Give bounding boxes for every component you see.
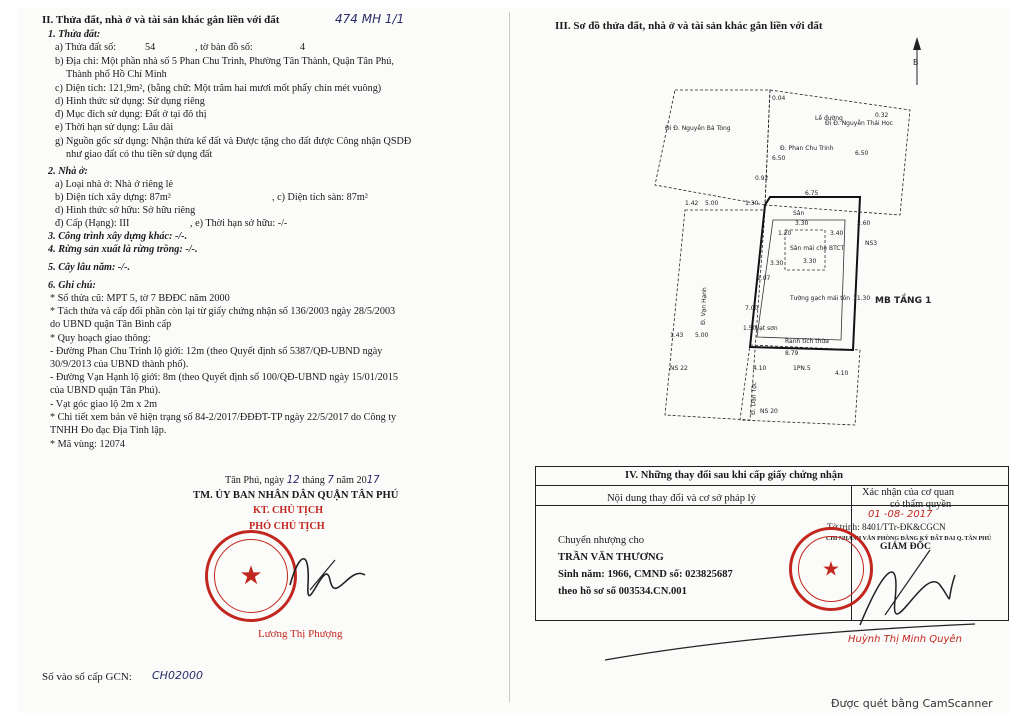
dim-label: 1.30	[745, 200, 759, 207]
s3-line: 3. Công trình xây dựng khác: -/-.	[48, 231, 188, 242]
s1-title: 1. Thửa đất:	[48, 29, 101, 40]
dim-label: 1.50	[743, 325, 757, 332]
north-label: B	[913, 58, 919, 67]
sign-org: TM. ỦY BAN NHÂN DÂN QUẬN TÂN PHÚ	[193, 490, 399, 501]
area-line: c) Diện tích: 121,9m², (bằng chữ: Một trăm hai mươi mốt phẩy chín mét vuông)	[55, 83, 382, 94]
sign-place-date: Tân Phú, ngày 12 tháng 7 năm 2017	[225, 475, 380, 486]
table-col2-header-2: có thẩm quyền	[890, 499, 952, 510]
road-phan-chu-trinh: Đ. Phan Chu Trinh	[780, 145, 834, 152]
ownership-line: d) Hình thức sở hữu: Sở hữu riêng	[55, 205, 196, 216]
change-content-4: theo hồ sơ số 003534.CN.001	[558, 586, 687, 597]
dim-label: 11.30	[853, 295, 871, 302]
dim-label: 0.04	[772, 95, 786, 102]
dim-label: 4.10	[753, 365, 767, 372]
dim-label: 2.60	[857, 220, 871, 227]
sign-role: PHÓ CHỦ TỊCH	[249, 521, 325, 532]
origin-line2: như giao đất có thu tiền sử dụng đất	[66, 149, 213, 160]
dim-label: 2.07	[757, 275, 771, 282]
note-line: do UBND quận Tân Bình cấp	[50, 319, 172, 330]
address-line1: b) Địa chỉ: Một phần nhà số 5 Phan Chu Trinh, Phường Tân Thành, Quận Tân Phú,	[55, 56, 394, 67]
page-fold	[509, 12, 510, 702]
dim-label: 5.00	[705, 200, 719, 207]
note-line: - Đường Phan Chu Trinh lộ giới: 12m (theo Quyết định số 5387/QĐ-UBND ngày	[50, 346, 383, 357]
confirm-line-1: Tờ trình: 8401/TTr-ĐK&CGCN	[827, 522, 946, 532]
road-van-hanh: Đ. Vạn Hạnh	[700, 287, 709, 326]
ownership-term-line: , e) Thời hạn sở hữu: -/-	[190, 218, 288, 229]
boundary-label: Ranh tích thửa	[785, 338, 829, 345]
use-form-line: d) Hình thức sử dụng: Sử dụng riêng	[55, 96, 205, 107]
map-sheet-label: , tờ bản đồ số:	[195, 42, 253, 53]
note-line: * Tách thửa và cấp đổi phần còn lại từ giấy chứng nhận số 136/2003 ngày 28/5/2003	[50, 306, 396, 317]
section-ii-title: II. Thửa đất, nhà ở và tài sản khác gắn liền với đất	[42, 14, 280, 26]
build-area-line: b) Diện tích xây dựng: 87m²	[55, 192, 171, 203]
register-label: Số vào sổ cấp GCN:	[42, 671, 132, 683]
vat-son-label: Vạt sơn	[755, 325, 778, 332]
address-line2: Thành phố Hồ Chí Minh	[66, 69, 167, 80]
scanner-watermark: Được quét bằng CamScanner	[831, 697, 993, 710]
note-line: - Vạt góc giao lộ 2m x 2m	[50, 399, 158, 410]
official-stamp-left: ★	[205, 530, 297, 622]
note-line: * Số thửa cũ: MPT 5, tờ 7 BĐĐC năm 2000	[50, 293, 230, 304]
use-term-line: e) Thời hạn sử dụng: Lâu dài	[55, 122, 174, 133]
road-nguyen-ba-tong: Đi Đ. Nguyễn Bá Tòng	[665, 125, 731, 132]
sidewalk-label: Lề đường	[815, 115, 843, 122]
dim-label: 5.00	[695, 332, 709, 339]
road-dan-toc: Đ. Dân Tộc	[750, 381, 759, 416]
dim-label: NS3	[865, 240, 878, 247]
s2-title: 2. Nhà ở:	[48, 166, 88, 177]
s5-line: 5. Cây lâu năm: -/-.	[48, 262, 131, 273]
note-line: * Mã vùng: 12074	[50, 439, 125, 450]
sign-kt: KT. CHỦ TỊCH	[253, 505, 324, 516]
dim-label: NS 20	[760, 408, 778, 415]
change-content-3: Sinh năm: 1966, CMND số: 023825687	[558, 569, 733, 580]
dim-label: 3.30	[795, 220, 809, 227]
parcel-number-label: a) Thửa đất số:	[55, 42, 117, 53]
site-plan	[645, 25, 975, 435]
floor-label: MB TẦNG 1	[875, 296, 932, 306]
house-type-line: a) Loại nhà ở: Nhà ở riêng lẻ	[55, 179, 173, 190]
note-line: - Đường Vạn Hạnh lộ giới: 8m (theo Quyết định số 100/QĐ-UBND ngày 15/01/2015	[50, 372, 399, 383]
floor-area-line: , c) Diện tích sàn: 87m²	[272, 192, 368, 203]
s4-line: 4. Rừng sản xuất là rừng trồng: -/-.	[48, 244, 198, 255]
origin-line1: g) Nguồn gốc sử dụng: Nhận thừa kế đất và Được tặng cho đất được Công nhận QSDĐ	[55, 136, 412, 147]
confirm-date: 01 -08- 2017	[868, 509, 933, 520]
dim-label: 1.42	[685, 200, 699, 207]
confirm-line-3: GIÁM ĐỐC	[880, 541, 931, 552]
official-stamp-right: ★	[789, 527, 873, 611]
dim-label: 6.50	[855, 150, 869, 157]
change-content-2: TRẦN VĂN THƯƠNG	[558, 552, 664, 563]
note-line: * Quy hoạch giao thông:	[50, 333, 151, 344]
dim-label: 0.92	[755, 175, 769, 182]
dim-label: 3.30	[803, 258, 817, 265]
confirm-line-2: CHI NHÁNH VĂN PHÒNG ĐĂNG KÝ ĐẤT ĐAI Q. TÂN PHÚ	[826, 536, 992, 542]
use-purpose-line: đ) Mục đích sử dụng: Đất ở tại đô thị	[55, 109, 207, 120]
change-content-1: Chuyển nhượng cho	[558, 535, 645, 546]
signature-left	[280, 545, 370, 605]
table-col1-header: Nội dung thay đổi và cơ sở pháp lý	[607, 493, 756, 504]
road-nguyen-thai-hoc: Đi Đ. Nguyễn Thái Học	[825, 120, 893, 127]
dim-label: 1.20	[778, 230, 792, 237]
grade-line: đ) Cấp (Hạng): III	[55, 218, 130, 229]
table-title: IV. Những thay đổi sau khi cấp giấy chứng nhận	[625, 470, 843, 481]
signer-name-left: Lương Thị Phượng	[258, 628, 343, 640]
dim-label: 6.75	[805, 190, 819, 197]
dim-label: 6.50	[772, 155, 786, 162]
dim-label: 3.30	[770, 260, 784, 267]
parcel-label: 1PN.5	[793, 365, 811, 372]
dim-label: 7.00	[745, 305, 759, 312]
dim-label: 0.32	[875, 112, 889, 119]
dim-label: 3.40	[830, 230, 844, 237]
handwritten-note: 474 MH 1/1	[335, 12, 405, 26]
signer-name-right: Huỳnh Thị Minh Quyên	[848, 634, 962, 645]
wall-label: Tường gạch mái tôn	[790, 295, 851, 302]
table-col2-header: Xác nhận của cơ quan	[862, 487, 955, 498]
section-iii-title: III. Sơ đồ thửa đất, nhà ở và tài sản khác gắn liền với đất	[555, 20, 823, 32]
map-sheet-number: 4	[300, 42, 306, 53]
note-line: * Chi tiết xem bản vẽ hiện trạng số 84-2/2017/ĐĐĐT-TP ngày 22/5/2017 do Công ty	[50, 412, 397, 423]
roof-label: Sân mái che BTCT	[790, 245, 845, 252]
s6-title: 6. Ghi chú:	[48, 280, 96, 291]
dim-label: 4.10	[835, 370, 849, 377]
parcel-number: 54	[145, 42, 156, 53]
yard-label: Sân	[793, 210, 805, 217]
note-line: 30/9/2013 của UBND thành phố).	[50, 359, 189, 370]
dim-label: 8.79	[785, 350, 799, 357]
dim-label: 1.43	[670, 332, 684, 339]
register-number: CH02000	[152, 669, 203, 682]
note-line: TNHH Đo đạc Địa Tỉnh lập.	[50, 425, 167, 436]
note-line: của UBND quận Tân Phú).	[50, 385, 161, 396]
dim-label: NS 22	[670, 365, 688, 372]
